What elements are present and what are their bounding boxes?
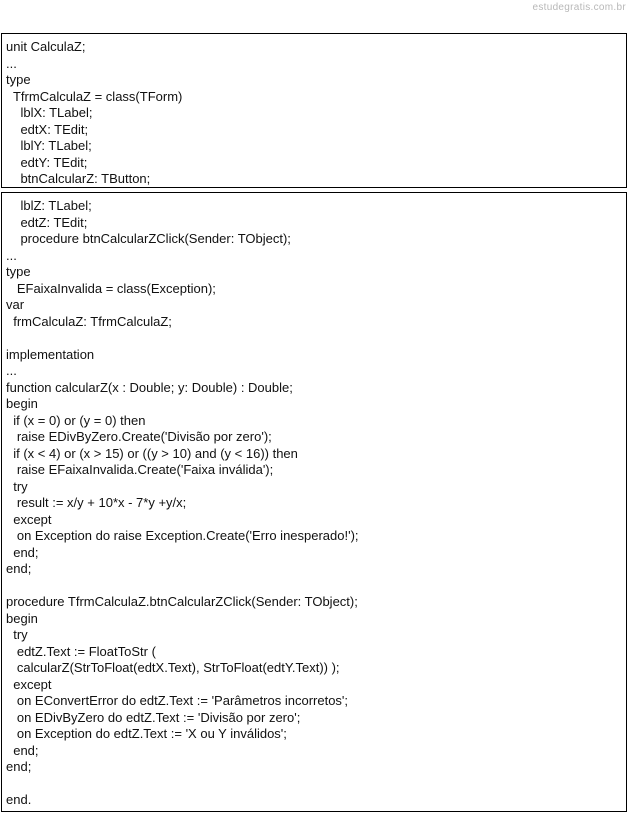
code-line: raise EDivByZero.Create('Divisão por zero'); bbox=[6, 429, 272, 444]
code-line bbox=[2, 578, 626, 595]
code-line: if (x < 4) or (x > 15) or ((y > 10) and (y < 16)) then bbox=[6, 445, 298, 461]
code-line: lblY: TLabel; bbox=[6, 138, 92, 153]
code-line: type bbox=[6, 264, 31, 279]
code-line: edtX: TEdit; bbox=[6, 121, 89, 137]
code-line: begin bbox=[6, 610, 38, 626]
code-line: TfrmCalculaZ = class(TForm) bbox=[6, 88, 183, 104]
code-line: calcularZ(StrToFloat(edtX.Text), StrToFloat(edtY.Text)) ); bbox=[6, 660, 340, 675]
code-line: unit CalculaZ; bbox=[6, 39, 86, 54]
code-line: function calcularZ(x : Double; y: Double) : Double; bbox=[6, 379, 293, 395]
code-line: try bbox=[6, 478, 28, 494]
code-line: result := x/y + 10*x - 7*y +y/x; bbox=[6, 495, 187, 510]
code-line: on Exception do edtZ.Text := 'X ou Y inválidos'; bbox=[6, 726, 287, 741]
code-line: if (x = 0) or (y = 0) then bbox=[6, 412, 146, 428]
code-line bbox=[2, 330, 626, 347]
code-block-2 bbox=[1, 192, 627, 812]
code-line: procedure TfrmCalculaZ.btnCalcularZClick(Sender: TObject); bbox=[6, 594, 358, 609]
code-line: except bbox=[6, 511, 52, 527]
code-line: end. bbox=[6, 792, 32, 807]
code-line: end; bbox=[6, 544, 39, 560]
code-line: lblZ: TLabel; bbox=[6, 198, 92, 213]
code-line: edtY: TEdit; bbox=[6, 154, 88, 170]
code-line: var bbox=[6, 297, 25, 312]
code-line: try bbox=[6, 627, 28, 642]
code-line: ... bbox=[6, 55, 17, 71]
code-line: end; bbox=[6, 759, 32, 774]
code-line: frmCalculaZ: TfrmCalculaZ; bbox=[6, 313, 172, 329]
code-line: procedure btnCalcularZClick(Sender: TObject); bbox=[6, 231, 291, 246]
code-line: raise EFaixaInvalida.Create('Faixa inválida'); bbox=[6, 462, 274, 477]
code-line: on EConvertError do edtZ.Text := 'Parâmetros incorretos'; bbox=[6, 693, 349, 708]
code-block-1 bbox=[1, 33, 627, 188]
code-line: begin bbox=[6, 396, 38, 411]
code-line: except bbox=[6, 676, 52, 692]
code-line: end; bbox=[6, 561, 32, 576]
code-line: edtZ: TEdit; bbox=[6, 214, 88, 230]
code-line: ... bbox=[6, 363, 17, 378]
code-line: implementation bbox=[6, 346, 95, 362]
code-line: edtZ.Text := FloatToStr ( bbox=[6, 643, 156, 659]
code-line: on Exception do raise Exception.Create('Erro inesperado!'); bbox=[6, 528, 359, 543]
code-line bbox=[2, 776, 626, 793]
code-line: EFaixaInvalida = class(Exception); bbox=[6, 280, 216, 296]
code-line: on EDivByZero do edtZ.Text := 'Divisão por zero'; bbox=[6, 709, 301, 725]
code-line: btnCalcularZ: TButton; bbox=[6, 171, 151, 186]
code-line: end; bbox=[6, 742, 39, 758]
code-line: lblX: TLabel; bbox=[6, 105, 93, 120]
code-line: type bbox=[6, 72, 31, 87]
code-line: ... bbox=[6, 247, 17, 263]
watermark: estudegratis.com.br bbox=[532, 2, 626, 13]
